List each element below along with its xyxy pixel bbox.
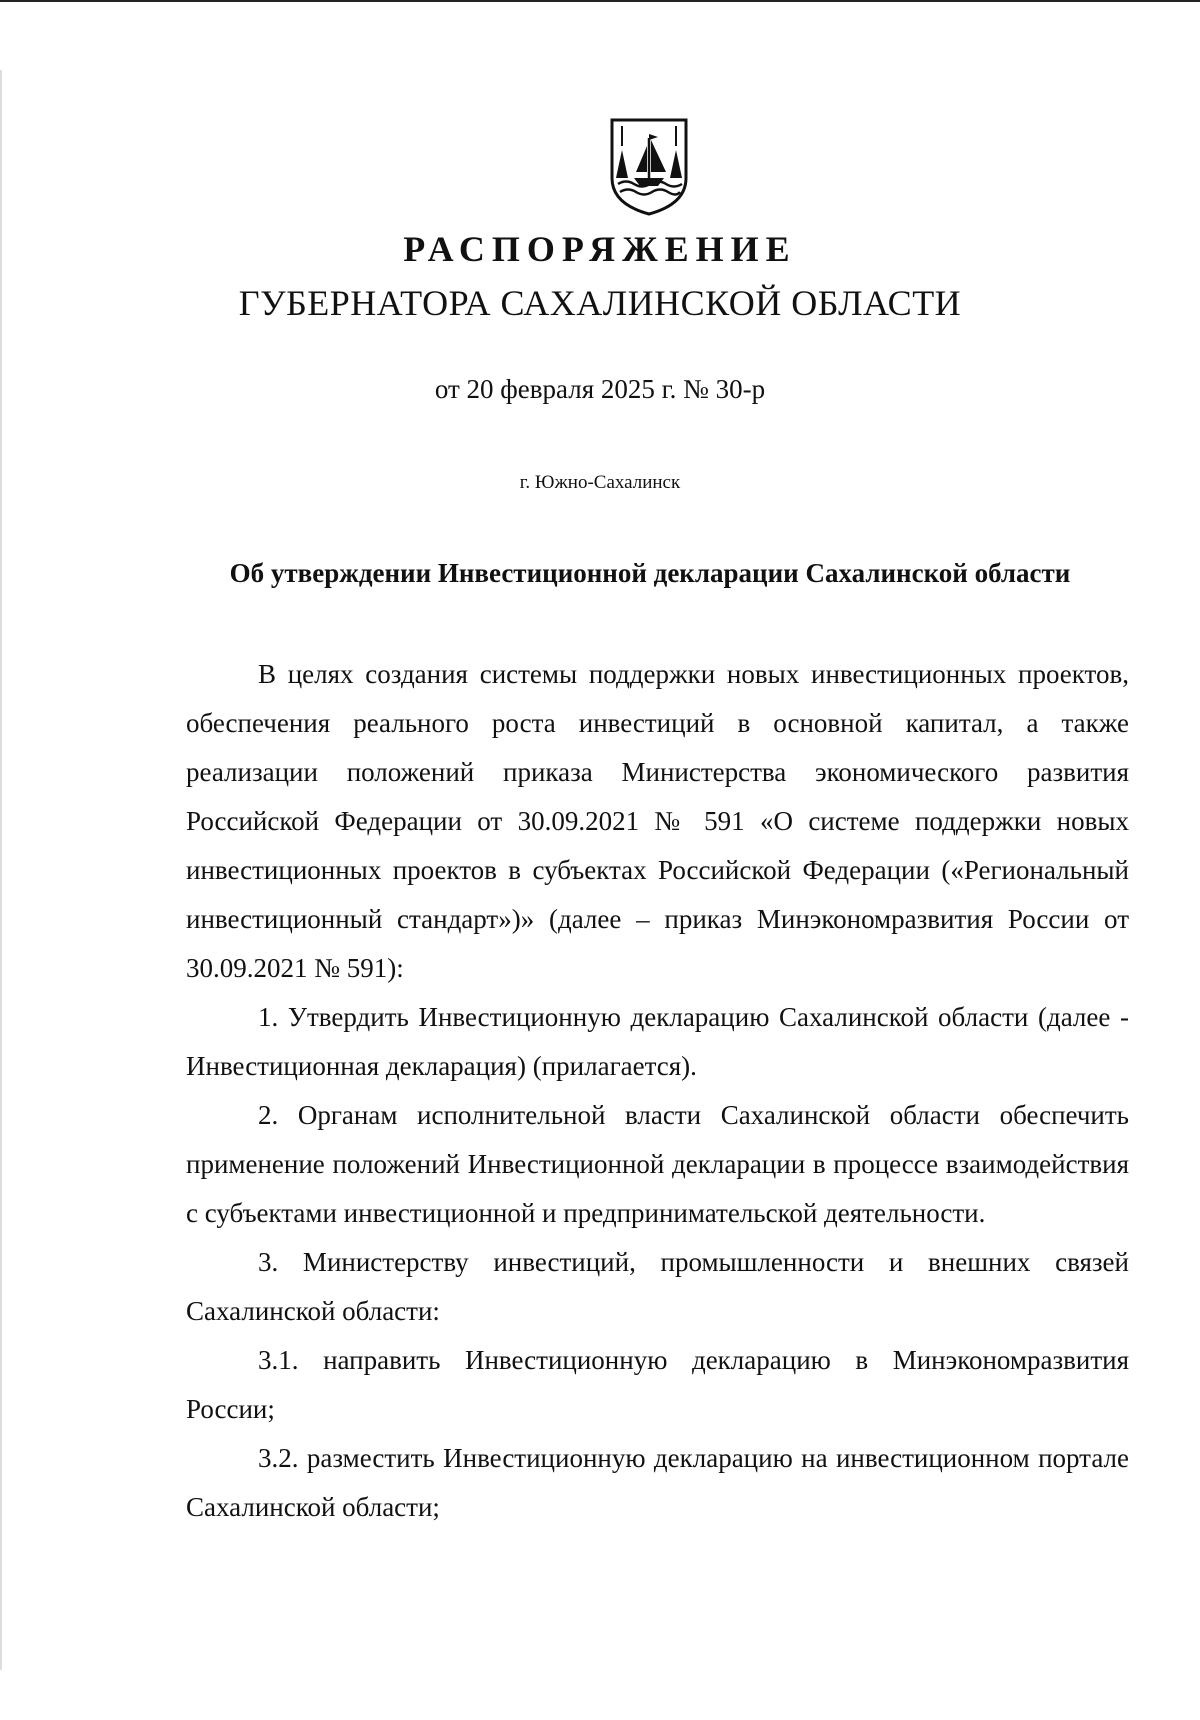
document-city: г. Южно-Сахалинск — [519, 472, 681, 493]
page-top-border — [0, 0, 1200, 2]
paragraph-item-2: 2. Органам исполнительной власти Сахалинской области обеспечить применение положений Инвестиционной декларации в процессе взаимодействия с субъектами инвестиционной и предпринимательской деятельности. — [186, 1100, 1129, 1228]
document-date-number: от 20 февраля 2025 г. № 30-р — [434, 374, 766, 404]
document-subject: Об утверждении Инвестиционной декларации Сахалинской области — [229, 558, 1071, 588]
document-subtitle: ГУБЕРНАТОРА САХАЛИНСКОЙ ОБЛАСТИ — [238, 283, 962, 323]
paragraph-item-1: 1. Утвердить Инвестиционную декларацию Сахалинской области (далее - Инвестиционная декларация) (прилагается). — [186, 1002, 1129, 1081]
paragraph-item-3: 3. Министерству инвестиций, промышленности и внешних связей Сахалинской области: — [186, 1247, 1129, 1326]
coat-of-arms-icon — [606, 116, 692, 216]
document-title: РАСПОРЯЖЕНИЕ — [403, 229, 797, 269]
document-body — [186, 650, 1129, 1532]
paragraph-item-3-2: 3.2. разместить Инвестиционную декларацию на инвестиционном портале Сахалинской области; — [186, 1443, 1129, 1522]
paragraph-preamble: В целях создания системы поддержки новых инвестиционных проектов, обеспечения реального роста инвестиций в основной капитал, а также реализации положений приказа Министерства экономического развития Российской Федерации от 30.09.2021 № 591 «О системе поддержки новых инвестиционных проектов в субъектах Российской Федерации («Региональный инвестиционный стандарт»)» (далее – приказ Минэкономразвития России от 30.09.2021 № 591): — [186, 659, 1129, 983]
paragraph-item-3-1: 3.1. направить Инвестиционную декларацию в Минэкономразвития России; — [186, 1345, 1129, 1424]
